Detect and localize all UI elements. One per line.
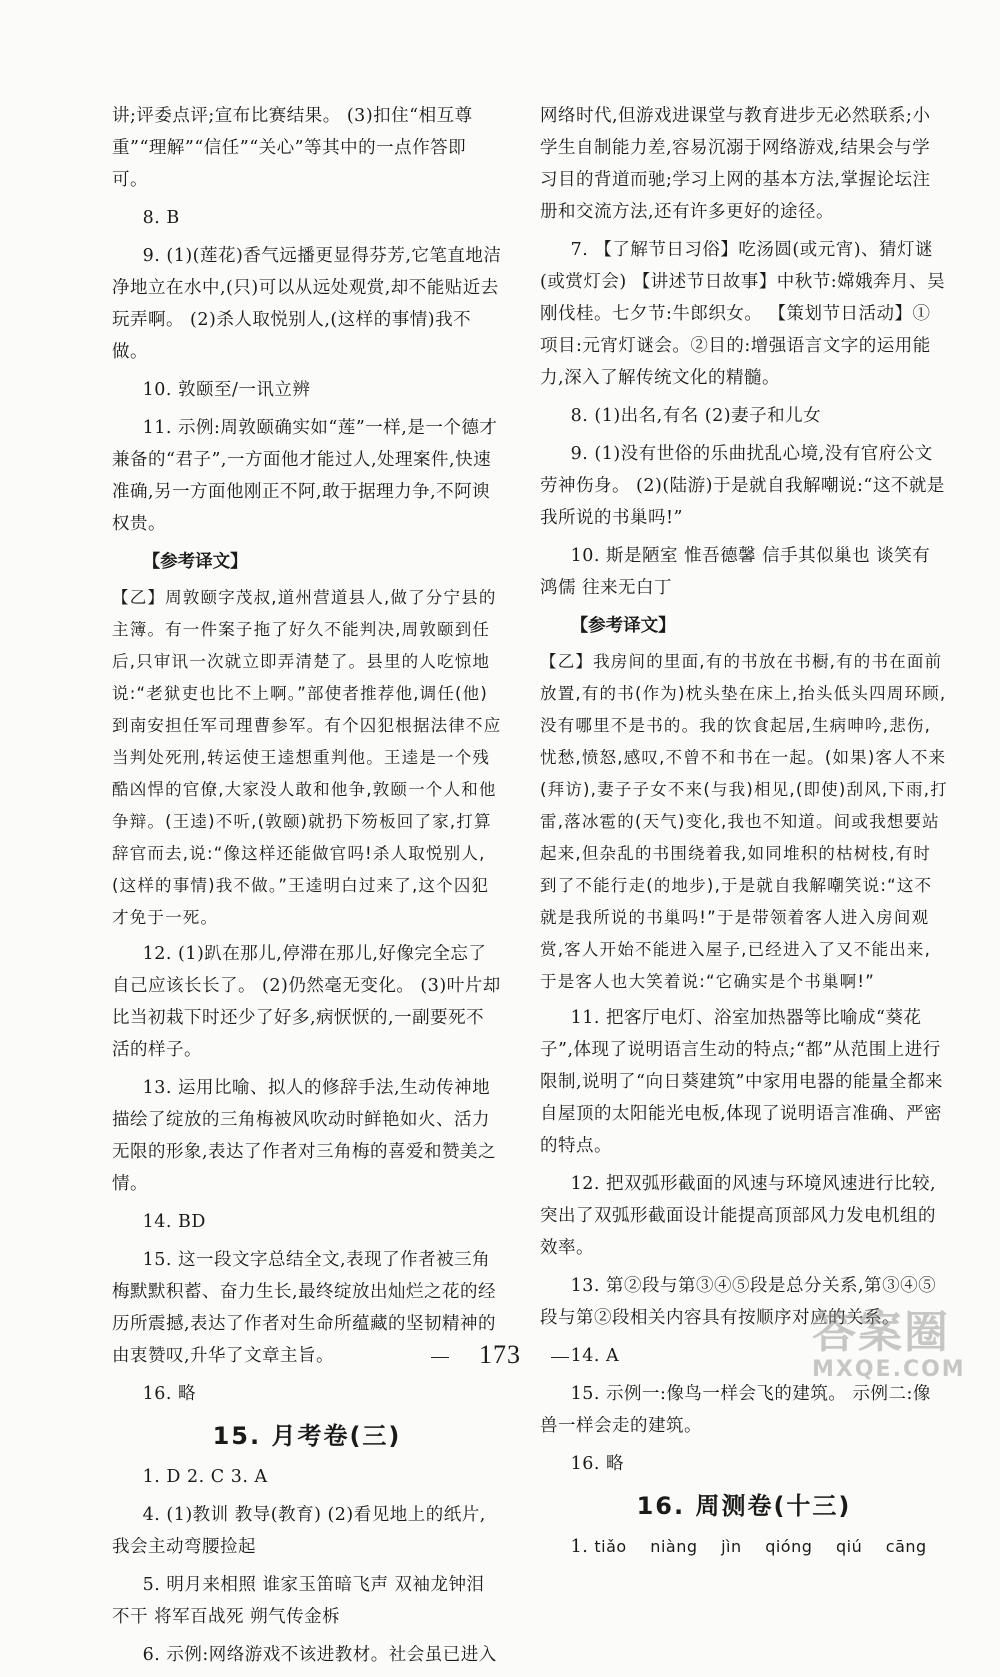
answer-paragraph: 讲;评委点评;宣布比赛结果。 (3)扣住“相互尊重”“理解”“信任”“关心”等其中的一点作答即可。 — [112, 106, 473, 190]
answer-paragraph: 13. 运用比喻、拟人的修辞手法,生动传神地描绘了绽放的三角梅被风吹动时鲜艳如火、活力无限的形象,表达了作者对三角梅的喜爱和赞美之情。 — [112, 1078, 497, 1194]
answer-paragraph: 12. (1)趴在那儿,停滞在那儿,好像完全忘了自己应该长长了。 (2)仍然毫无变化。 (3)叶片却比当初栽下时还少了好多,病恹恹的,一副要死不活的样子。 — [112, 944, 501, 1060]
answer-paragraph: 8. B — [142, 208, 180, 228]
answer-paragraph: 11. 示例:周敦颐确实如“莲”一样,是一个德才兼备的“君子”,一方面他才能过人,处理案件,快速准确,另一方面他刚正不阿,敢于据理力争,不阿谀权贵。 — [112, 418, 498, 534]
reference-translation-label: 【参考译文】 — [142, 552, 248, 572]
answer-paragraph: 13. 第②段与第③④⑤段是总分关系,第③④⑤段与第②段相关内容具有按顺序对应的关系。 — [540, 1276, 937, 1328]
answer-paragraph: 7. 【了解节日习俗】吃汤圆(或元宵)、猜灯谜(或赏灯会) 【讲述节日故事】中秋节:嫦娥奔月、吴刚伐桂。七夕节:牛郎织女。 【策划节日活动】①项目:元宵灯谜会。②目的:增强语言文字的运用能力,深入了解传统文化的精髓。 — [540, 240, 946, 388]
left-column — [112, 100, 502, 1677]
reference-translation-text: 【乙】周敦颐字茂叔,道州营道县人,做了分宁县的主簿。有一件案子拖了好久不能判决,周敦颐到任后,只审讯一次就立即弄清楚了。县里的人吃惊地说:“老狱吏也比不上啊。”部使者推荐他,调任(他)到南安担任军司理曹参军。有个囚犯根据法律不应当判处死刑,转运使王逵想重判他。王逵是一个残酷凶悍的官僚,大家没人敢和他争,敦颐一个人和他争辩。(王逵)不听,(敦颐)就扔下笏板回了家,打算辞官而去,说:“像这样还能做官吗!杀人取悦别人,(这样的事情)我不做。”王逵明白过来了,这个囚犯才免于一死。 — [112, 588, 502, 927]
section-heading-16: 16. 周测卷(十三) — [636, 1492, 852, 1520]
answer-paragraph: 6. 示例:网络游戏不该进教材。社会虽已进入 — [142, 1645, 497, 1665]
page-number-dash-left — [431, 1357, 449, 1358]
watermark-line1: 答案圈 — [812, 1307, 950, 1358]
answer-paragraph: 10. 斯是陋室 惟吾德馨 信手其似巢也 谈笑有鸿儒 往来无白丁 — [540, 546, 931, 598]
section-heading-15: 15. 月考卷(三) — [212, 1422, 402, 1450]
pinyin-answer — [540, 1531, 948, 1563]
answer-paragraph: 5. 明月来相照 谁家玉笛暗飞声 双袖龙钟泪不干 将军百战死 朔气传金柝 — [112, 1575, 485, 1627]
answer-paragraph: 网络时代,但游戏进课堂与教育进步无必然联系;小学生自制能力差,容易沉溺于网络游戏,结果会与学习目的背道而驰;学习上网的基本方法,掌握论坛注册和交流方法,还有许多更好的途径。 — [540, 106, 931, 222]
answer-paragraph: 9. (1)没有世俗的乐曲扰乱心境,没有官府公文劳神伤身。 (2)(陆游)于是就自我解嘲说:“这不就是我所说的书巢吗!” — [540, 444, 945, 528]
watermark-logo — [812, 1309, 982, 1391]
reference-translation-label: 【参考译文】 — [570, 616, 676, 636]
reference-translation-text: 【乙】我房间的里面,有的书放在书橱,有的书在面前放置,有的书(作为)枕头垫在床上,抬头低头四周环顾,没有哪里不是书的。我的饮食起居,生病呻吟,悲伤,忧愁,愤怒,感叹,不曾不和书在一起。(如果)客人不来(拜访),妻子子女不来(与我)相见,(即使)刮风,下雨,打雷,落冰雹的(天气)变化,我也不知道。间或我想要站起来,但杂乱的书围绕着我,如同堆积的枯树枝,有时到了不能行走(的地步),于是就自我解嘲笑说:“这不就是我所说的书巢吗!”于是带领着客人进入房间观赏,客人开始不能进入屋子,已经进入了又不能出来,于是客人也大笑着说:“它确实是个书巢啊!” — [540, 652, 948, 991]
answer-paragraph: 8. (1)出名,有名 (2)妻子和儿女 — [570, 406, 822, 426]
pinyin-text: tiǎo niàng jìn qióng qiú cāng — [594, 1537, 927, 1556]
answer-paragraph: 15. 这一段文字总结全文,表现了作者被三角梅默默积蓄、奋力生长,最终绽放出灿烂之花的经历所震撼,表达了作者对生命所蕴藏的坚韧精神的由衷赞叹,升华了文章主旨。 — [112, 1250, 497, 1366]
watermark-line2: MXQE.COM — [812, 1357, 966, 1382]
page-number-value: 173 — [479, 1340, 521, 1369]
answer-paragraph: 14. A — [570, 1346, 620, 1366]
answer-paragraph: 16. 略 — [570, 1454, 625, 1474]
answer-paragraph: 11. 把客厅电灯、浴室加热器等比喻成“葵花子”,体现了说明语言生动的特点;“都”从范围上进行限制,说明了“向日葵建筑”中家用电器的能量全都来自屋顶的太阳能光电板,体现了说明语言准确、严密的特点。 — [540, 1008, 943, 1156]
pinyin-label: 1. — [570, 1537, 589, 1557]
answer-paragraph: 15. 示例一:像鸟一样会飞的建筑。 示例二:像兽一样会走的建筑。 — [540, 1384, 931, 1436]
answer-paragraph: 10. 敦颐至/一讯立辨 — [142, 380, 311, 400]
page-number-dash-right — [551, 1357, 569, 1358]
answer-paragraph: 16. 略 — [142, 1384, 197, 1404]
answer-paragraph: 4. (1)教训 教导(教育) (2)看见地上的纸片,我会主动弯腰捡起 — [112, 1505, 486, 1557]
answer-paragraph: 12. 把双弧形截面的风速与环境风速进行比较,突出了双弧形截面设计能提高顶部风力发电机组的效率。 — [540, 1174, 937, 1258]
answer-paragraph: 9. (1)(莲花)香气远播更显得芬芳,它笔直地洁净地立在水中,(只)可以从远处观赏,却不能贴近去玩弄啊。 (2)杀人取悦别人,(这样的事情)我不做。 — [112, 246, 502, 362]
answer-paragraph: 14. BD — [142, 1212, 206, 1232]
answer-paragraph: 1. D 2. C 3. A — [142, 1467, 268, 1487]
